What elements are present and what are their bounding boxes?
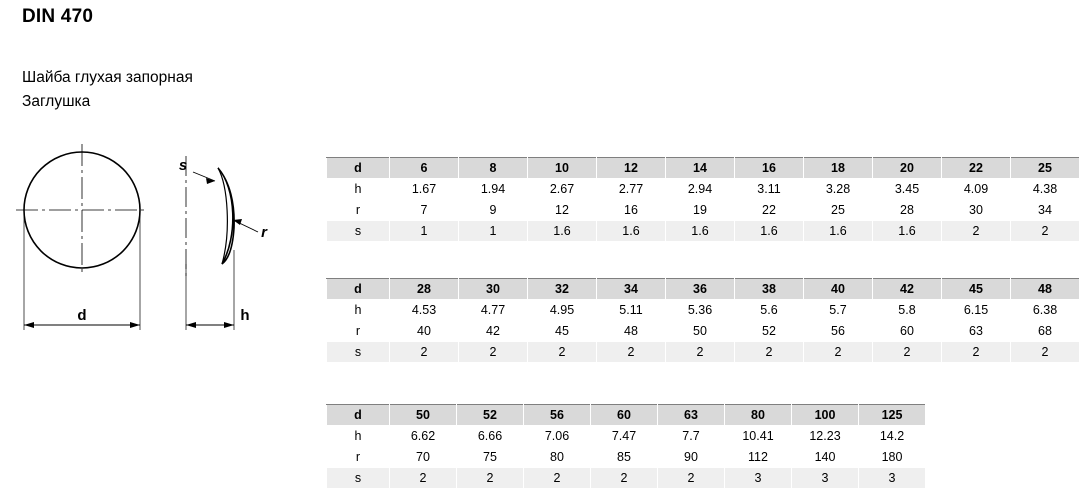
cell: 80 — [524, 447, 591, 468]
cell: 56 — [524, 405, 591, 426]
arrow-d-left — [24, 322, 34, 328]
cell: 5.36 — [666, 300, 735, 321]
cell: 3.28 — [804, 179, 873, 200]
row-label: d — [327, 279, 390, 300]
cell: 3 — [859, 468, 926, 489]
cell: 50 — [390, 405, 457, 426]
cell: 140 — [792, 447, 859, 468]
cell: 6.66 — [457, 426, 524, 447]
cell: 1.6 — [666, 221, 735, 242]
arrow-h-left — [186, 322, 196, 328]
arrow-d-right — [130, 322, 140, 328]
cell: 5.8 — [873, 300, 942, 321]
cell: 10.41 — [725, 426, 792, 447]
cell: 125 — [859, 405, 926, 426]
cell: 4.77 — [459, 300, 528, 321]
cell: 34 — [1011, 200, 1079, 221]
cell: 30 — [459, 279, 528, 300]
row-label: d — [327, 158, 390, 179]
table-row — [327, 300, 1079, 321]
cell: 20 — [873, 158, 942, 179]
cell: 2 — [658, 468, 725, 489]
cell: 16 — [735, 158, 804, 179]
cell: 2 — [390, 468, 457, 489]
cell: 28 — [873, 200, 942, 221]
cell: 2 — [1011, 221, 1079, 242]
dimension-table-1 — [326, 157, 1079, 242]
cell: 5.7 — [804, 300, 873, 321]
table-row — [327, 279, 1079, 300]
cell: 52 — [457, 405, 524, 426]
cell: 1 — [390, 221, 459, 242]
cell: 4.09 — [942, 179, 1011, 200]
cell: 19 — [666, 200, 735, 221]
dimension-label-d: d — [77, 307, 87, 324]
cell: 8 — [459, 158, 528, 179]
cell: 2.67 — [528, 179, 597, 200]
cell: 1.94 — [459, 179, 528, 200]
cell: 1.6 — [873, 221, 942, 242]
cell: 5.6 — [735, 300, 804, 321]
cell: 112 — [725, 447, 792, 468]
cell: 14.2 — [859, 426, 926, 447]
row-label: r — [327, 321, 390, 342]
cell: 63 — [942, 321, 1011, 342]
row-label: s — [327, 342, 390, 363]
table-row — [327, 321, 1079, 342]
cell: 1.6 — [804, 221, 873, 242]
cell: 4.95 — [528, 300, 597, 321]
cell: 2 — [457, 468, 524, 489]
cell: 42 — [459, 321, 528, 342]
cell: 42 — [873, 279, 942, 300]
cell: 40 — [804, 279, 873, 300]
cell: 25 — [804, 200, 873, 221]
cell: 180 — [859, 447, 926, 468]
cell: 4.38 — [1011, 179, 1079, 200]
cell: 14 — [666, 158, 735, 179]
cell: 28 — [390, 279, 459, 300]
cell: 68 — [1011, 321, 1079, 342]
dimension-table-3 — [326, 404, 926, 489]
cell: 2 — [666, 342, 735, 363]
cell: 7.7 — [658, 426, 725, 447]
cell: 3.45 — [873, 179, 942, 200]
drawing-svg — [0, 140, 310, 360]
cell: 2 — [804, 342, 873, 363]
cell: 2 — [591, 468, 658, 489]
cell: 7 — [390, 200, 459, 221]
cell: 10 — [528, 158, 597, 179]
washer-side-inner-edge — [218, 168, 227, 264]
cell: 1.6 — [597, 221, 666, 242]
cell: 40 — [390, 321, 459, 342]
cell: 30 — [942, 200, 1011, 221]
washer-technical-drawing — [0, 140, 310, 360]
leader-line-s — [193, 172, 215, 181]
page-title: DIN 470 — [22, 6, 94, 27]
cell: 70 — [390, 447, 457, 468]
cell: 4.53 — [390, 300, 459, 321]
row-label: h — [327, 426, 390, 447]
cell: 7.47 — [591, 426, 658, 447]
cell: 6 — [390, 158, 459, 179]
table-row — [327, 221, 1079, 242]
cell: 60 — [591, 405, 658, 426]
cell: 50 — [666, 321, 735, 342]
cell: 80 — [725, 405, 792, 426]
dimension-label-h: h — [240, 307, 250, 324]
cell: 12 — [597, 158, 666, 179]
cell: 2 — [942, 221, 1011, 242]
cell: 2 — [597, 342, 666, 363]
cell: 12 — [528, 200, 597, 221]
cell: 100 — [792, 405, 859, 426]
row-label: s — [327, 468, 390, 489]
row-label: r — [327, 447, 390, 468]
cell: 45 — [528, 321, 597, 342]
cell: 34 — [597, 279, 666, 300]
cell: 3.11 — [735, 179, 804, 200]
cell: 2 — [524, 468, 591, 489]
cell: 2 — [528, 342, 597, 363]
dimension-table-2 — [326, 278, 1079, 363]
cell: 48 — [597, 321, 666, 342]
page-subtitle — [22, 66, 193, 114]
table-row — [327, 447, 926, 468]
cell: 9 — [459, 200, 528, 221]
row-label: d — [327, 405, 390, 426]
cell: 45 — [942, 279, 1011, 300]
dimension-label-r: r — [261, 224, 267, 241]
cell: 2.77 — [597, 179, 666, 200]
subtitle-line-2: Заглушка — [22, 93, 91, 110]
cell: 6.15 — [942, 300, 1011, 321]
cell: 5.11 — [597, 300, 666, 321]
cell: 18 — [804, 158, 873, 179]
table-row — [327, 158, 1079, 179]
cell: 3 — [792, 468, 859, 489]
cell: 2 — [735, 342, 804, 363]
table-row — [327, 342, 1079, 363]
cell: 85 — [591, 447, 658, 468]
cell: 6.62 — [390, 426, 457, 447]
row-label: h — [327, 300, 390, 321]
cell: 1.6 — [735, 221, 804, 242]
subtitle-line-1: Шайба глухая запорная — [22, 69, 193, 86]
table-row — [327, 426, 926, 447]
row-label: h — [327, 179, 390, 200]
cell: 2 — [873, 342, 942, 363]
arrow-h-right — [224, 322, 234, 328]
cell: 1.67 — [390, 179, 459, 200]
cell: 52 — [735, 321, 804, 342]
dimension-label-s: s — [178, 157, 188, 174]
cell: 38 — [735, 279, 804, 300]
cell: 2.94 — [666, 179, 735, 200]
row-label: r — [327, 200, 390, 221]
cell: 2 — [390, 342, 459, 363]
cell: 16 — [597, 200, 666, 221]
cell: 3 — [725, 468, 792, 489]
cell: 1.6 — [528, 221, 597, 242]
washer-side-profile — [218, 168, 234, 264]
cell: 36 — [666, 279, 735, 300]
cell: 48 — [1011, 279, 1079, 300]
cell: 25 — [1011, 158, 1079, 179]
cell: 22 — [942, 158, 1011, 179]
cell: 90 — [658, 447, 725, 468]
cell: 1 — [459, 221, 528, 242]
table-row — [327, 200, 1079, 221]
cell: 2 — [1011, 342, 1079, 363]
cell: 75 — [457, 447, 524, 468]
cell: 63 — [658, 405, 725, 426]
table-row — [327, 179, 1079, 200]
cell: 6.38 — [1011, 300, 1079, 321]
table-row — [327, 468, 926, 489]
cell: 7.06 — [524, 426, 591, 447]
row-label: s — [327, 221, 390, 242]
table-row — [327, 405, 926, 426]
cell: 60 — [873, 321, 942, 342]
cell: 22 — [735, 200, 804, 221]
cell: 56 — [804, 321, 873, 342]
cell: 32 — [528, 279, 597, 300]
cell: 2 — [459, 342, 528, 363]
cell: 12.23 — [792, 426, 859, 447]
cell: 2 — [942, 342, 1011, 363]
